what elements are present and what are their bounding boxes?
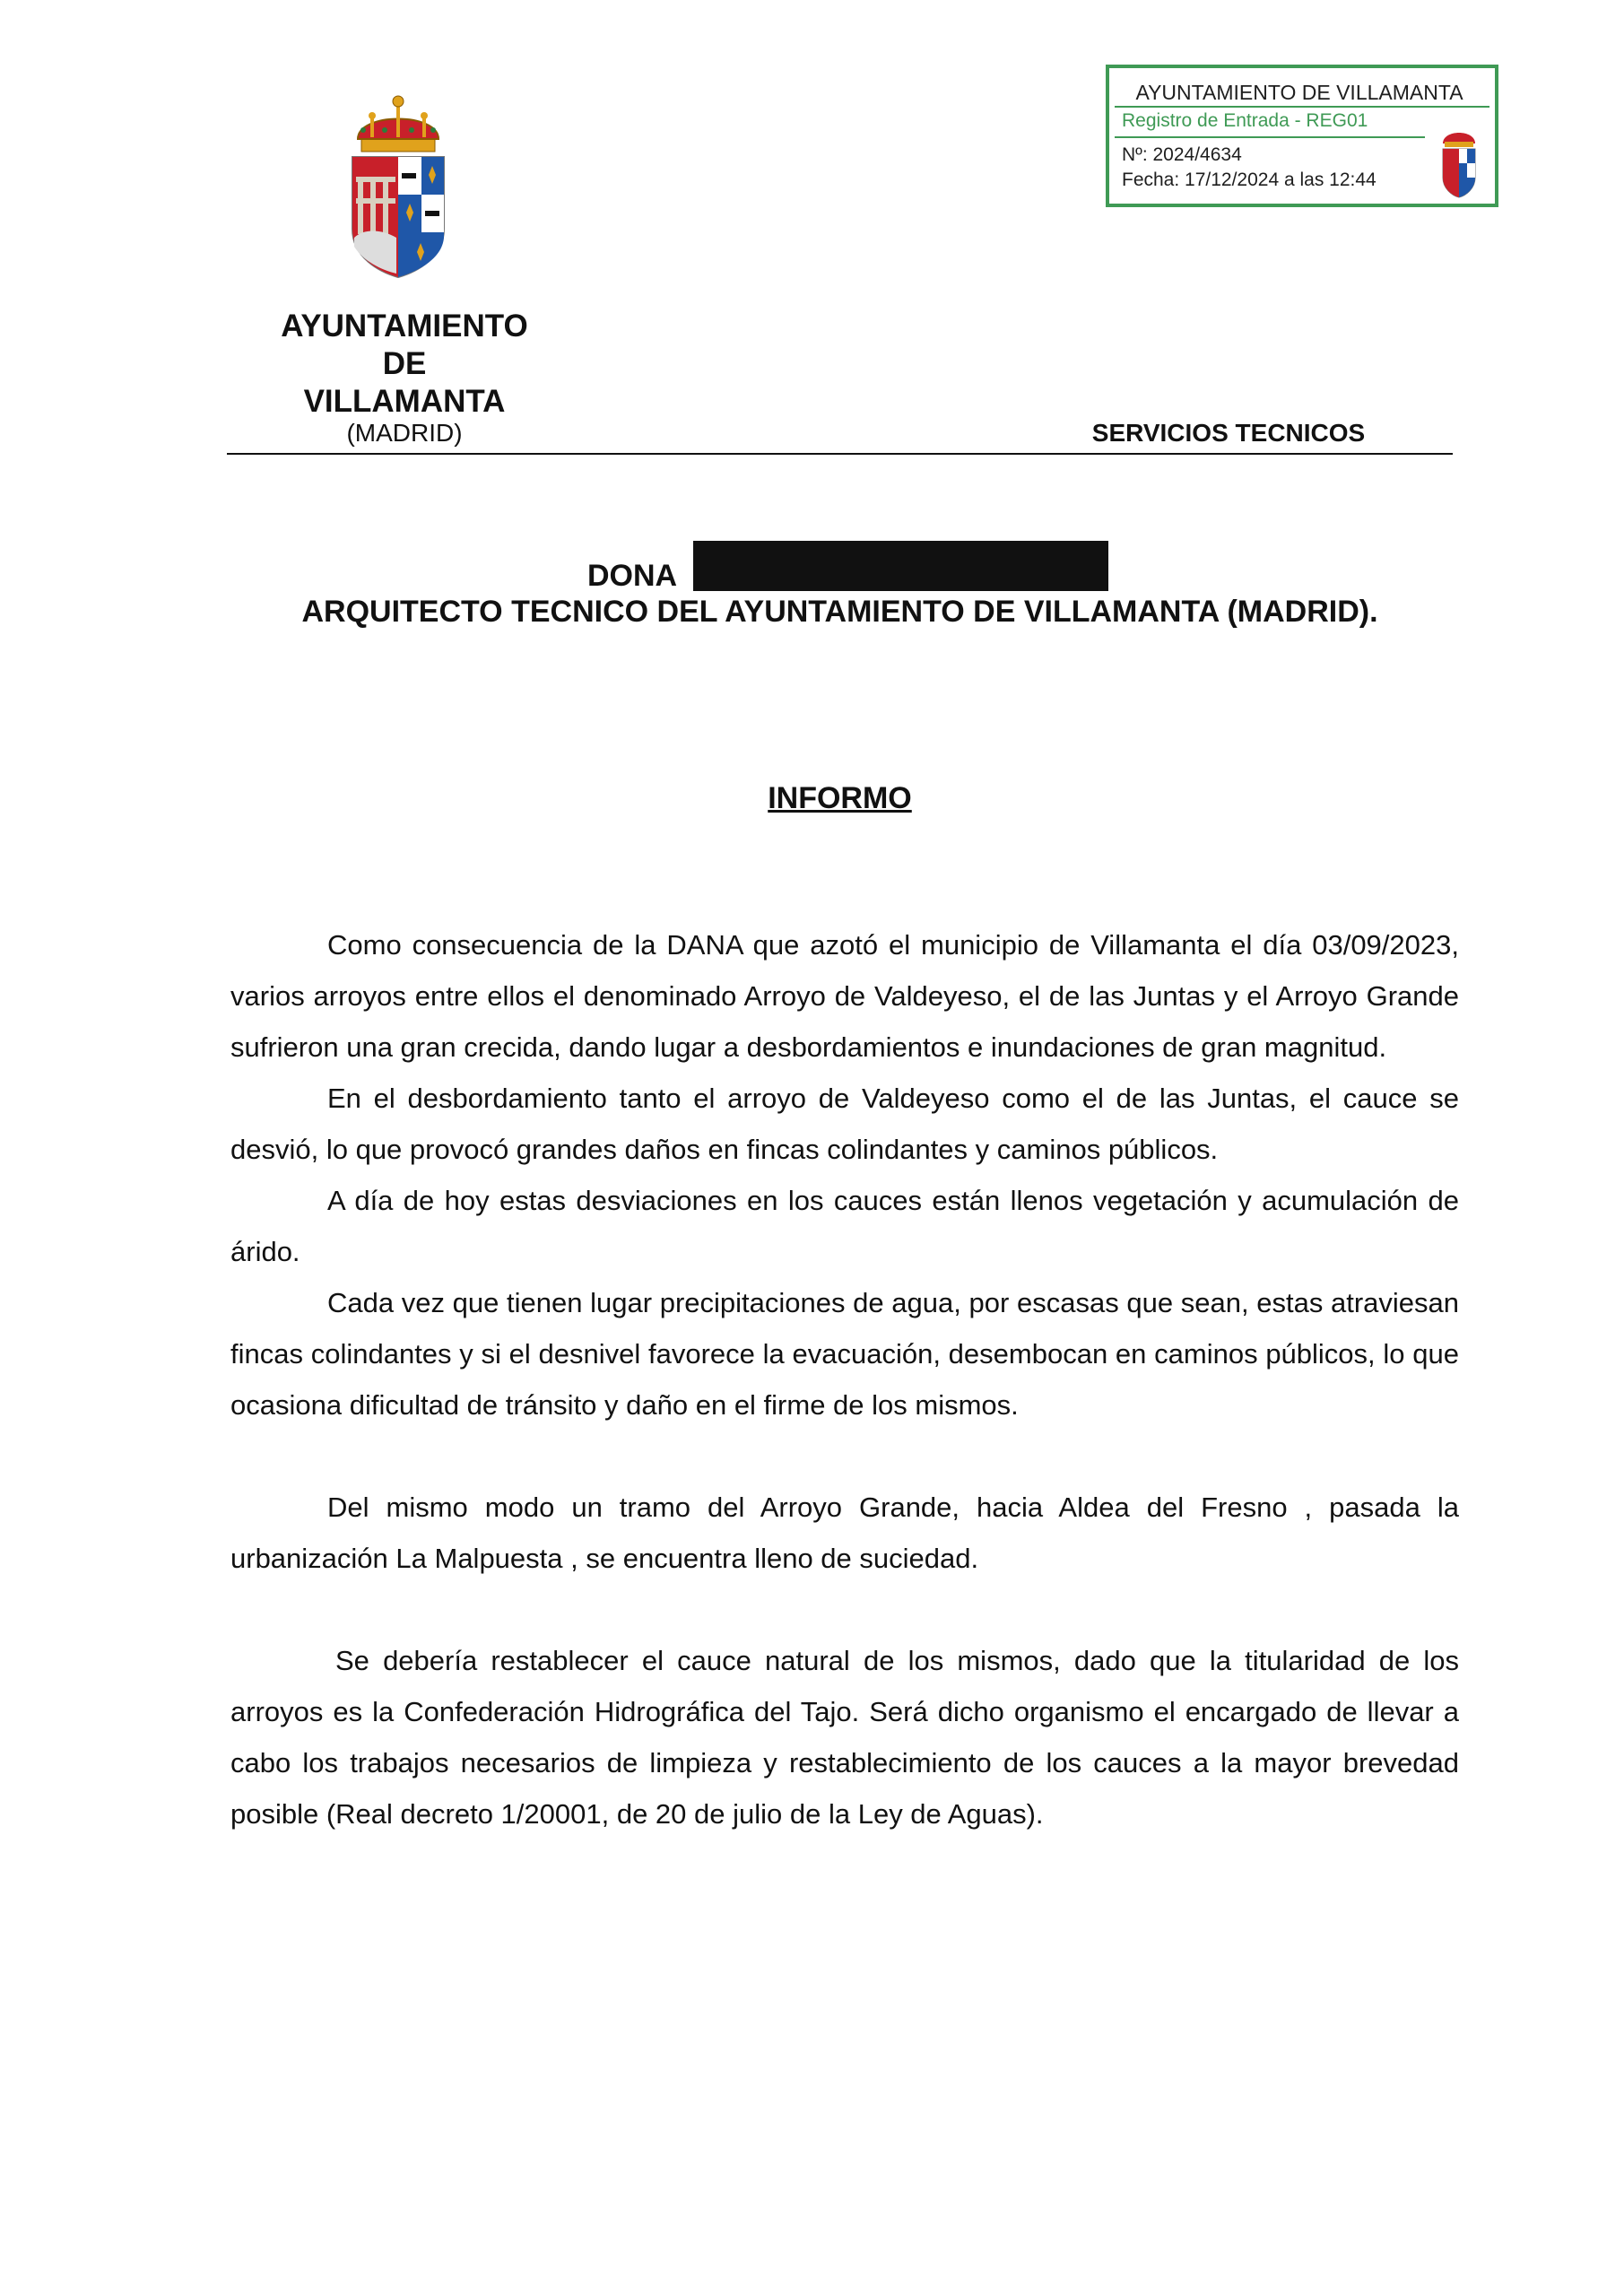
- addressee-salutation: DONA: [587, 559, 678, 593]
- stamp-register: Registro de Entrada - REG01: [1122, 110, 1368, 131]
- org-name-line-2: DE: [382, 346, 427, 381]
- body-paragraph: Del mismo modo un tramo del Arroyo Grande, hacia Aldea del Fresno , pasada la urbanización La Malpuesta , se encuentra lleno de suciedad.: [230, 1492, 1459, 1574]
- report-body: [230, 919, 1459, 1839]
- org-region: (MADRID): [346, 419, 463, 447]
- body-paragraph: Cada vez que tienen lugar precipitaciones de agua, por escasas que sean, estas atraviesan fincas colindantes y si el desnivel favorece la evacuación, desembocan en caminos públicos, lo que ocasiona dificultad de tránsito y daño en el firme de los mismos.: [230, 1287, 1459, 1421]
- body-paragraph: A día de hoy estas desviaciones en los cauces están llenos vegetación y acumulación de árido.: [230, 1185, 1459, 1267]
- department-name: SERVICIOS TECNICOS: [1091, 419, 1366, 447]
- registry-stamp: [1106, 65, 1498, 207]
- stamp-divider: [1115, 106, 1489, 108]
- header-divider: [227, 453, 1453, 455]
- municipal-coat-of-arms-icon: [345, 94, 451, 279]
- stamp-date: Fecha: 17/12/2024 a las 12:44: [1122, 170, 1376, 190]
- stamp-title: AYUNTAMIENTO DE VILLAMANTA: [1135, 81, 1463, 104]
- redacted-name-bar: [693, 541, 1108, 591]
- body-paragraph: Como consecuencia de la DANA que azotó el municipio de Villamanta el día 03/09/2023, varios arroyos entre ellos el denominado Arroyo de Valdeyeso, el de las Juntas y el Arroyo Grande sufrieron una gran crecida, dando lugar a desbordamientos e inundaciones de gran magnitud.: [230, 929, 1459, 1063]
- report-heading: INFORMO: [768, 781, 912, 815]
- body-paragraph: Se debería restablecer el cauce natural de los mismos, dado que la titularidad de los arroyos es la Confederación Hidrográfica del Tajo. Será dicho organismo el encargado de llevar a cabo los trabajos necesarios de limpieza y restablecimiento de los cauces a la mayor brevedad posible (Real decreto 1/20001, de 20 de julio de la Ley de Aguas).: [230, 1645, 1459, 1830]
- org-name-line-1: AYUNTAMIENTO: [281, 309, 528, 344]
- stamp-coat-of-arms-icon: [1439, 124, 1479, 199]
- org-name-line-3: VILLAMANTA: [303, 384, 506, 419]
- addressee-role: ARQUITECTO TECNICO DEL AYUNTAMIENTO DE VILLAMANTA (MADRID).: [301, 595, 1378, 629]
- stamp-number: Nº: 2024/4634: [1122, 144, 1242, 165]
- stamp-divider: [1115, 136, 1425, 138]
- body-paragraph: En el desbordamiento tanto el arroyo de Valdeyeso como el de las Juntas, el cauce se desvió, lo que provocó grandes daños en fincas colindantes y caminos públicos.: [230, 1083, 1459, 1165]
